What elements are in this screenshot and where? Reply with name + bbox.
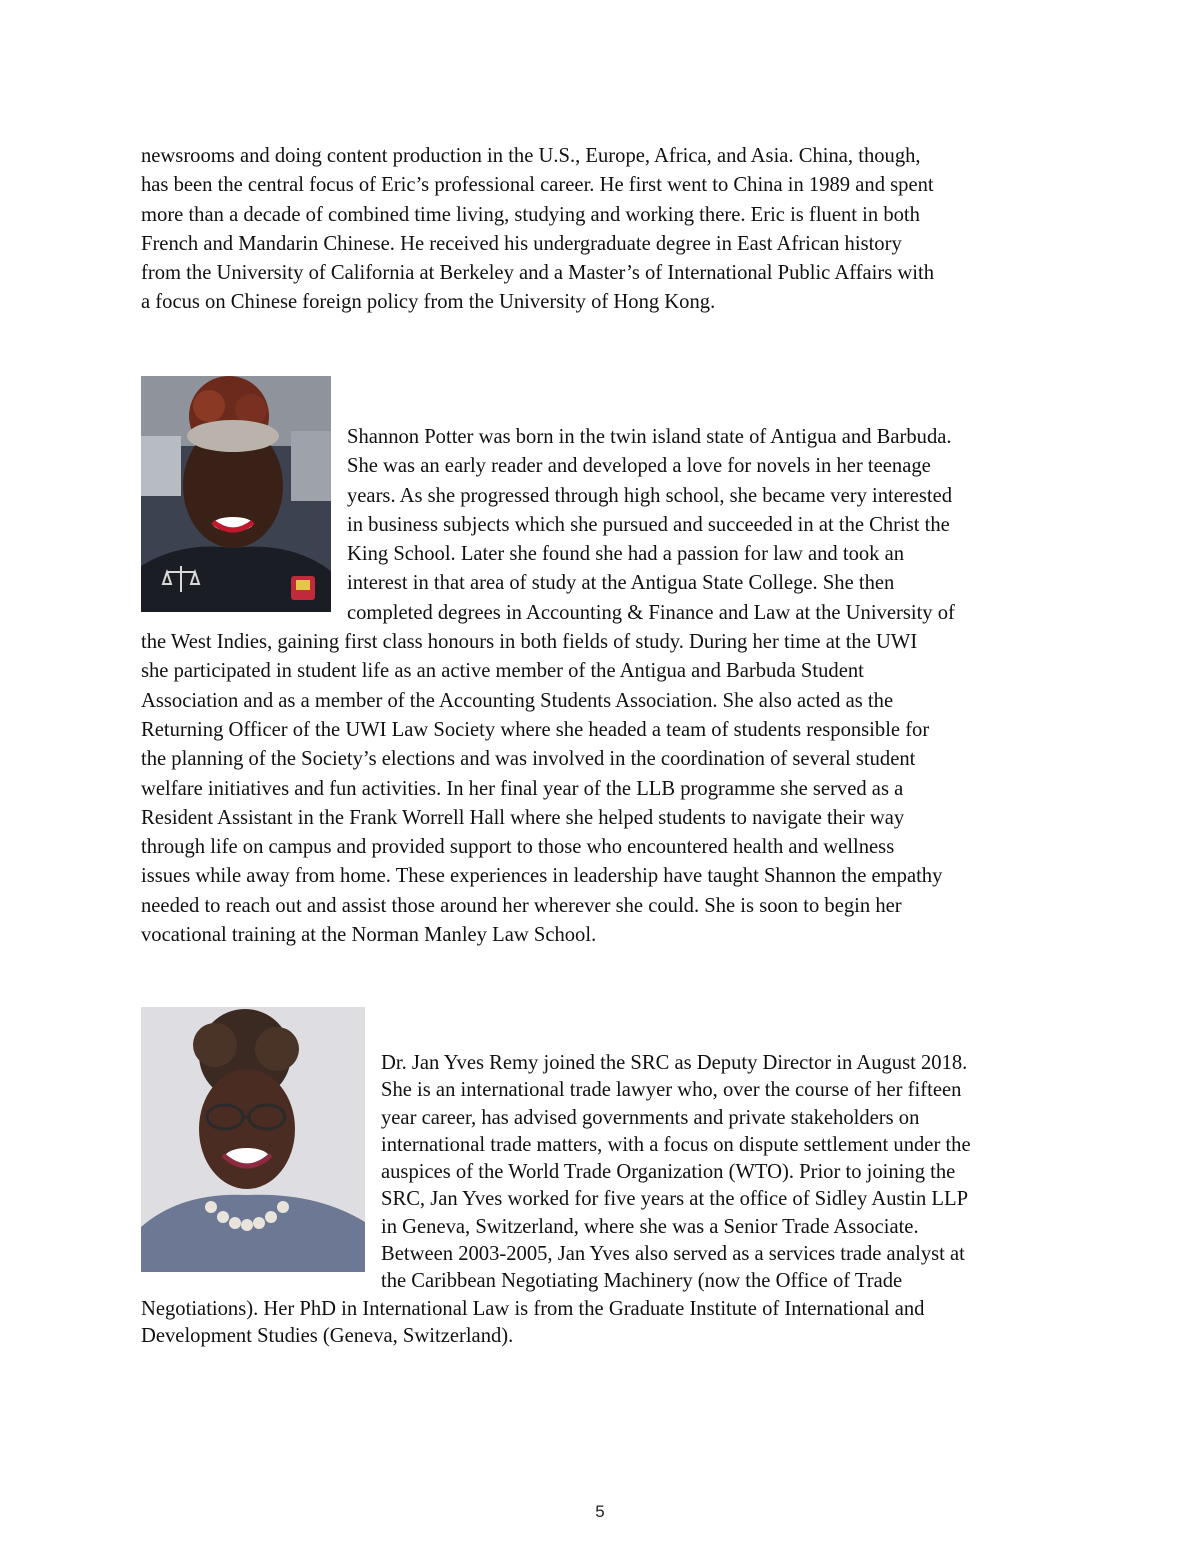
text-line: the West Indies, gaining first class honours in both fields of study. During her time at the UWI (141, 631, 918, 654)
page-number: 5 (595, 1502, 605, 1521)
text-line: auspices of the World Trade Organization (WTO). Prior to joining the (381, 1161, 956, 1184)
text-line: from the University of California at Berkeley and a Master’s of International Public Affairs with (141, 262, 935, 285)
text-line: years. As she progressed through high school, she became very interested (347, 484, 953, 507)
text-line: more than a decade of combined time living, studying and working there. Eric is fluent in both (141, 203, 920, 226)
text-line: Resident Assistant in the Frank Worrell Hall where she helped students to navigate their way (141, 806, 905, 829)
text-line: Negotiations). Her PhD in International Law is from the Graduate Institute of International and (141, 1297, 925, 1320)
text-line: Returning Officer of the UWI Law Society where she headed a team of students responsible for (141, 718, 930, 741)
text-line: international trade matters, with a focus on dispute settlement under the (381, 1133, 971, 1156)
text-line: French and Mandarin Chinese. He received his undergraduate degree in East African history (141, 232, 902, 255)
text-line: Shannon Potter was born in the twin island state of Antigua and Barbuda. (347, 426, 952, 448)
text-line: has been the central focus of Eric’s professional career. He first went to China in 1989 and spent (141, 174, 934, 197)
text-line: King School. Later she found she had a passion for law and took an (347, 543, 905, 566)
text-line: Between 2003-2005, Jan Yves also served as a services trade analyst at (381, 1243, 965, 1266)
text-line: interest in that area of study at the Antigua State College. She then (347, 572, 895, 595)
text-line: newsrooms and doing content production in the U.S., Europe, Africa, and Asia. China, though, (141, 145, 921, 167)
text-line: she participated in student life as an active member of the Antigua and Barbuda Student (141, 660, 864, 683)
text-line: welfare initiatives and fun activities. In her final year of the LLB programme she served as a (141, 777, 904, 800)
text-line: through life on campus and provided support to those who encountered health and wellness (141, 836, 895, 859)
text-line: in business subjects which she pursued and succeeded in at the Christ the (347, 513, 950, 536)
text-line: Dr. Jan Yves Remy joined the SRC as Deputy Director in August 2018. (381, 1052, 968, 1074)
jan-bio-paragraph (141, 1050, 1061, 1350)
text-line: completed degrees in Accounting & Finance and Law at the University of (347, 601, 955, 624)
text-line: Association and as a member of the Accounting Students Association. She also acted as the (141, 689, 894, 712)
text-line: SRC, Jan Yves worked for five years at the office of Sidley Austin LLP (381, 1188, 969, 1211)
text-line: issues while away from home. These experiences in leadership have taught Shannon the empathy (141, 865, 943, 888)
text-line: needed to reach out and assist those around her wherever she could. She is soon to begin her (141, 894, 902, 917)
text-line: She was an early reader and developed a love for novels in her teenage (347, 455, 931, 478)
text-line: a focus on Chinese foreign policy from the University of Hong Kong. (141, 291, 716, 314)
text-line: year career, has advised governments and private stakeholders on (381, 1106, 920, 1129)
text-line: the planning of the Society’s elections and was involved in the coordination of several student (141, 748, 916, 771)
text-line: in Geneva, Switzerland, where she was a Senior Trade Associate. (381, 1215, 919, 1238)
text-line: Development Studies (Geneva, Switzerland). (141, 1324, 514, 1347)
shannon-bio-paragraph (141, 423, 1061, 950)
text-line: She is an international trade lawyer who, over the course of her fifteen (381, 1079, 962, 1102)
eric-bio-paragraph (141, 142, 1061, 318)
text-line: vocational training at the Norman Manley Law School. (141, 924, 597, 947)
text-line: the Caribbean Negotiating Machinery (now the Office of Trade (381, 1270, 903, 1293)
